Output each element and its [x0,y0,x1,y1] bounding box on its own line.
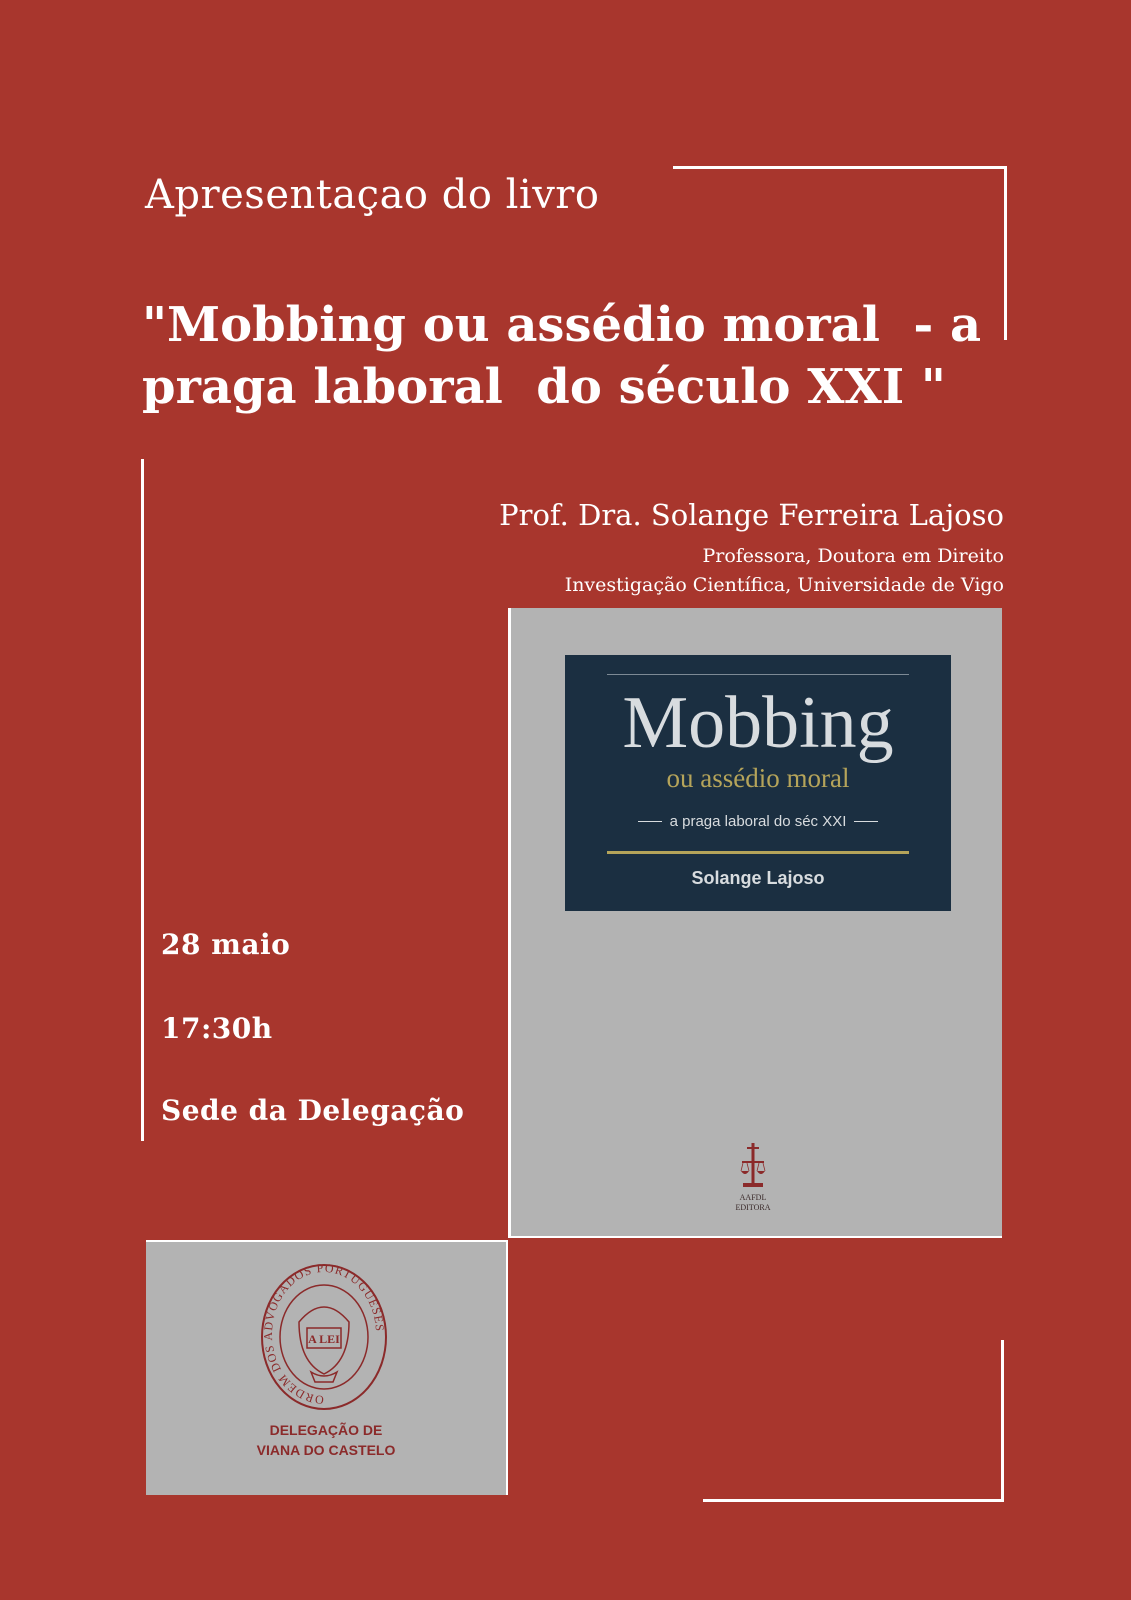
event-time: 17:30h [161,1012,273,1045]
cover-subtitle: ou assédio moral [666,763,850,793]
organization-name-line-1: DELEGAÇÃO DE [269,1422,383,1438]
dash-icon [638,821,662,822]
publisher-name-line-2: EDITORA [735,1203,771,1212]
frame-line-bottom-right [1001,1340,1004,1502]
frame-line-top [673,166,1007,169]
book-cover-image [508,608,1002,1238]
book-title-line-1: "Mobbing ou assédio moral - a [142,297,982,353]
book-title-heading [142,294,1002,418]
cover-rule [607,674,909,675]
frame-line-left [141,459,144,1141]
publisher-logo [733,1143,773,1219]
event-place: Sede da Delegação [161,1094,465,1127]
speaker-name: Prof. Dra. Solange Ferreira Lajoso [499,498,1004,532]
seal-ring-text: ORDEM DOS ADVOGADOS PORTUGUESES [260,1262,388,1408]
organization-badge [146,1240,508,1495]
event-kicker: Apresentaçao do livro [145,172,600,218]
seal-center-text: A LEI [308,1332,340,1346]
organization-name [146,1420,506,1460]
publisher-name-line-1: AAFDL [739,1193,767,1202]
frame-line-bottom [703,1499,1004,1502]
publisher-name [733,1193,773,1213]
organization-name-line-2: VIANA DO CASTELO [256,1442,396,1458]
dash-icon [854,821,878,822]
event-date: 28 maio [161,928,291,961]
book-title-line-2: praga laboral do século XXI " [142,359,946,415]
cover-title: Mobbing [622,682,894,764]
cover-tagline: a praga laboral do séc XXI [669,813,847,830]
cover-tagline-row [607,813,909,830]
bar-association-seal-icon [259,1262,389,1412]
cover-author: Solange Lajoso [691,868,825,888]
scales-of-justice-icon [739,1143,767,1191]
speaker-affiliation: Investigação Científica, Universidade de Vigo [564,574,1004,596]
cover-gold-rule [607,851,909,854]
book-cover-title-panel [565,655,951,911]
frame-line-top-right [1004,166,1007,340]
speaker-role: Professora, Doutora em Direito [702,545,1004,567]
